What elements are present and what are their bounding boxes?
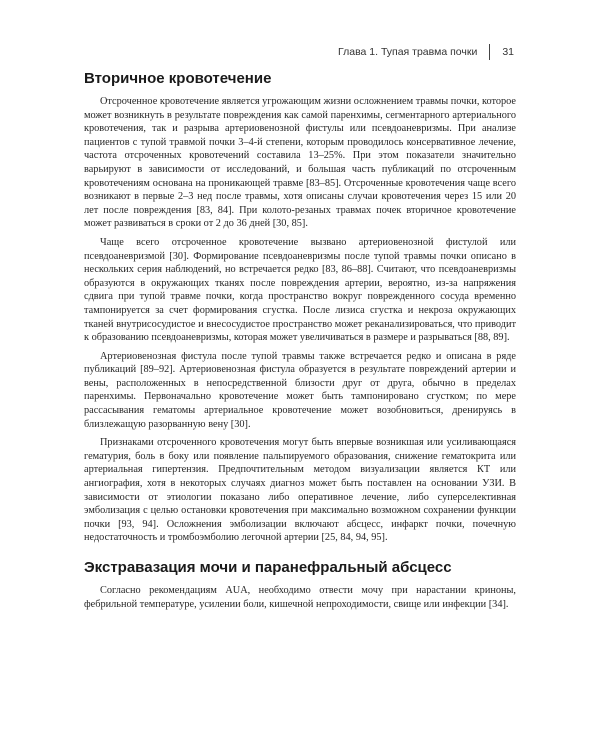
header-divider [489,44,490,60]
chapter-title: Глава 1. Тупая травма почки [338,46,478,58]
page-content [84,70,516,616]
paragraph: Артериовенозная фистула после тупой травмы также встречается редко и описана в ряде публикаций [89–92]. Артериовенозная фистула образуется в результате повреждений артерии и вены, расположенных в непосредственной близости друг от друга, обычно в пределах паренхимы. Первоначально кровотечение может быть тампонировано сгустком; по мере рассасывания гематомы артериальное кровотечение может возобновиться, дренируясь в близлежащую разорванную вену [30]. [84,350,516,430]
page-number: 31 [502,46,514,58]
paragraph: Чаще всего отсроченное кровотечение вызвано артериовенозной фистулой или псевдоаневризмой [30]. Формирование псевдоаневризмы после тупой травмы почки описано в нескольких серия наблюдений, но встречается редко [83, 86–88]. Считают, что псевдоаневризмы образуются в окружающих тканях после повреждения артерии, вероятно, из-за напряжения сдвига при тупой травме почки, когда пространство вокруг поврежденного сосуда временно тампонируется за счет формирования сгустка. После лизиса сгустка и некроза окружающих тканей внутрисосудистое и внесосудистое пространство может реканализироваться, что приводит к образованию псевдоаневризмы, которая может увеличиваться в размере и разрываться [88, 89]. [84,236,516,344]
running-header [338,44,514,60]
section-heading-urine-extravasation: Экстравазация мочи и паранефральный абсцесс [84,559,452,576]
paragraph: Признаками отсроченного кровотечения могут быть впервые возникшая или усиливающаяся гематурия, боль в боку или появление пальпируемого образования, снижение гематокрита или артериальная гипертензия. Предпочтительным методом визуализации является КТ или ангиография, хотя в некоторых случаях диагноз может быть поставлен на основании УЗИ. В зависимости от этиологии показано либо оперативное лечение, либо суперселективная эмболизация с целью остановки кровотечения при максимально возможном сохранении функции почки [93, 94]. Осложнения эмболизации включают абсцесс, инфаркт почки, почечную недостаточность и тромбоэмболию легочной артерии [25, 84, 94, 95]. [84,437,516,544]
section-heading-secondary-bleeding: Вторичное кровотечение [84,70,272,87]
paragraph: Отсроченное кровотечение является угрожающим жизни осложнением травмы почки, которое может возникнуть в результате повреждения как самой паренхимы, сегментарного артериального кровотечения, так и разрыва артериовенозной фистулы или псевдоаневризмы. При анализе пациентов с тупой травмой почки 3–4-й степени, которым проводилось консервативное лечение, частота отсроченных кровотечений составила 13–25%. При этом показатели значительно варьируют в зависимости от исследований, и большая часть публикаций по отсроченным кровотечениям основана на проникающей травме [83–85]. Отсроченные кровотечения чаще всего возникают в первые 2–3 нед после травмы, хотя описаны случаи кровотечения через 15 или 20 лет после повреждения [83, 84]. При колото-резаных травмах почек вторичное кровотечение может развиваться в сроки от 2 до 36 дней [30, 85]. [84,96,516,230]
paragraph: Согласно рекомендациям AUA, необходимо отвести мочу при нарастании криноны, фебрильной температуре, усилении боли, кишечной непроходимости, свище или инфекции [34]. [84,585,516,610]
